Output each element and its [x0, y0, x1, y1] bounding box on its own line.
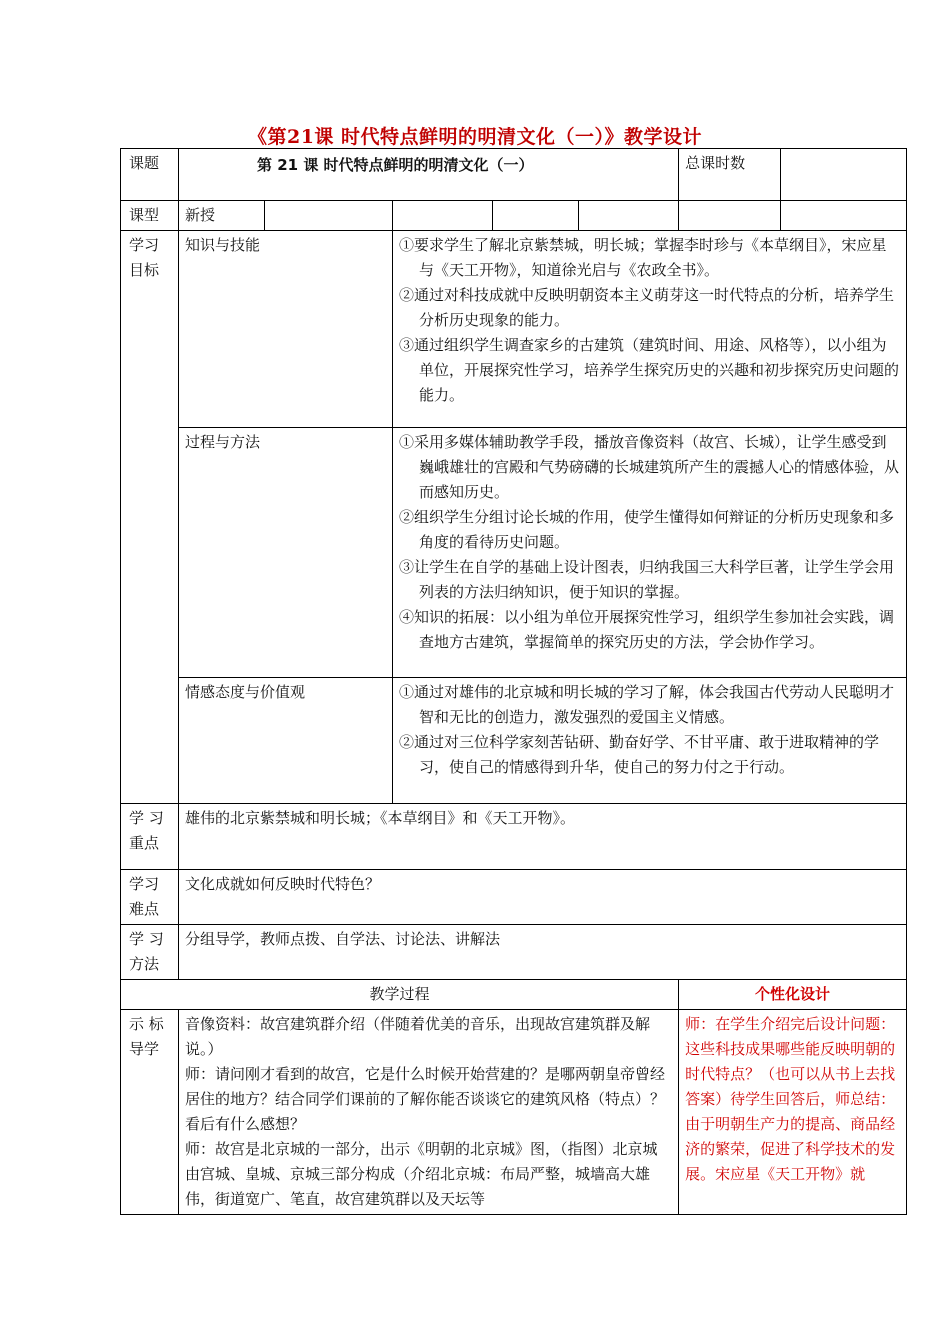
topic-row	[121, 149, 907, 201]
method-row	[121, 925, 907, 980]
lesson-plan-table	[120, 148, 907, 1215]
goal-item: ④知识的拓展：以小组为单位开展探究性学习，组织学生参加社会实践，调查地方古建筑，掌握简单的探究历史的方法，学会协作学习。	[399, 608, 895, 651]
topic-value: 第 21 课 时代特点鲜明的明清文化（一）	[179, 149, 679, 201]
stage-content	[179, 1010, 679, 1215]
method-label: 学 习 方法	[121, 925, 179, 980]
goal-name: 过程与方法	[179, 428, 393, 678]
personal-header: 个性化设计	[679, 980, 907, 1010]
goal-items	[393, 231, 907, 428]
difficulty-value: 文化成就如何反映时代特色？	[179, 870, 907, 925]
process-row	[121, 1010, 907, 1215]
personal-design-text: 师：在学生介绍完后设计问题：这些科技成果哪些能反映明朝的时代特点？（也可以从书上去找答案）待学生回答后，师总结：由于明朝生产力的提高、商品经济的繁荣，促进了科学技术的发展。宋应星《天工开物》就	[679, 1010, 907, 1215]
goal-item: ②通过对三位科学家刻苦钻研、勤奋好学、不甘平庸、敢于进取精神的学习，使自己的情感得到升华，使自己的努力付之于行动。	[399, 733, 880, 776]
stage-paragraph: 音像资料：故宫建筑群介绍（伴随着优美的音乐，出现故宫建筑群及解说。）	[185, 1015, 651, 1058]
topic-label: 课题	[121, 149, 179, 201]
goal-item: ①通过对雄伟的北京城和明长城的学习了解，体会我国古代劳动人民聪明才智和无比的创造力，激发强烈的爱国主义情感。	[399, 683, 895, 726]
stage-label: 示 标 导学	[121, 1010, 179, 1215]
difficulty-label: 学习难点	[121, 870, 179, 925]
goal-item: ③通过组织学生调查家乡的古建筑（建筑时间、用途、风格等），以小组为单位，开展探究性学习，培养学生探究历史的兴趣和初步探究历史问题的能力。	[399, 336, 900, 404]
process-header: 教学过程	[121, 980, 679, 1010]
goal-item: ③让学生在自学的基础上设计图表，归纳我国三大科学巨著，让学生学会用列表的方法归纳知识，便于知识的掌握。	[399, 558, 895, 601]
goal-items	[393, 678, 907, 804]
goal-item: ②组织学生分组讨论长城的作用，使学生懂得如何辩证的分析历史现象和多角度的看待历史问题。	[399, 508, 895, 551]
goals-label: 学习目标	[121, 231, 179, 804]
document-title: 《第21课 时代特点鲜明的明清文化（一）》教学设计	[247, 126, 703, 148]
type-row	[121, 201, 907, 231]
goal-row-emotion	[121, 678, 907, 804]
goal-name: 知识与技能	[179, 231, 393, 428]
goal-name: 情感态度与价值观	[179, 678, 393, 804]
key-point-row	[121, 804, 907, 870]
difficulty-row	[121, 870, 907, 925]
key-point-value: 雄伟的北京紫禁城和明长城；《本草纲目》和《天工开物》。	[179, 804, 907, 870]
goal-row-process	[121, 428, 907, 678]
process-header-row	[121, 980, 907, 1010]
goal-item: ①要求学生了解北京紫禁城，明长城；掌握李时珍与《本草纲目》，宋应星与《天工开物》，知道徐光启与《农政全书》。	[399, 236, 887, 279]
type-label: 课型	[121, 201, 179, 231]
key-point-label: 学 习 重点	[121, 804, 179, 870]
type-value: 新授	[179, 201, 265, 231]
goal-row-knowledge	[121, 231, 907, 428]
method-value: 分组导学，教师点拨、自学法、讨论法、讲解法	[179, 925, 907, 980]
stage-paragraph: 师：故宫是北京城的一部分，出示《明朝的北京城》图，（指图）北京城由宫城、皇城、京城三部分构成（介绍北京城：布局严整，城墙高大雄伟，街道宽广、笔直，故宫建筑群以及天坛等	[185, 1140, 658, 1208]
goal-item: ①采用多媒体辅助教学手段，播放音像资料（故宫、长城），让学生感受到巍峨雄壮的宫殿和气势磅礴的长城建筑所产生的震撼人心的情感体验，从而感知历史。	[399, 433, 900, 501]
goal-items	[393, 428, 907, 678]
total-hours-label: 总课时数	[679, 149, 781, 201]
stage-paragraph: 师：请问刚才看到的故宫，它是什么时候开始营建的？是哪两朝皇帝曾经居住的地方？结合同学们课前的了解你能否谈谈它的建筑风格（特点）？看后有什么感想？	[185, 1065, 666, 1133]
goal-item: ②通过对科技成就中反映明朝资本主义萌芽这一时代特点的分析，培养学生分析历史现象的能力。	[399, 286, 895, 329]
total-hours-value	[781, 149, 907, 201]
